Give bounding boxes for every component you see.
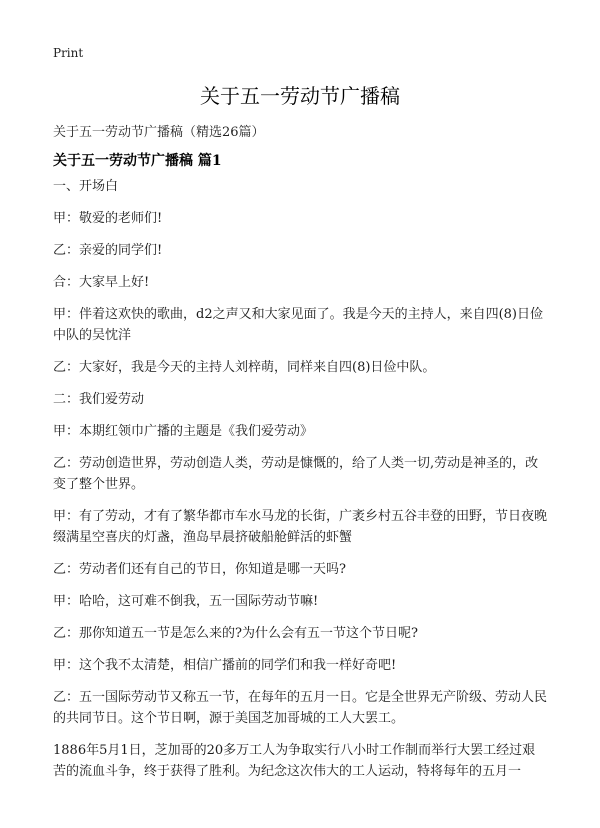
paragraph: 乙：劳动创造世界，劳动创造人类，劳动是慷慨的，给了人类一切,劳动是神圣的，改变了整个世界。 (53, 456, 539, 492)
paragraph: 乙：劳动者们还有自己的节日，你知道是哪一天吗? (53, 562, 346, 577)
paragraph: 一、开场白 (53, 179, 119, 194)
paragraph: 乙：那你知道五一节是怎么来的?为什么会有五一节这个节日呢? (53, 626, 418, 641)
paragraph: 乙：五一国际劳动节又称五一节，在每年的五月一日。它是全世界无产阶级、劳动人民的共同节日。这个节日啊，源于美国芝加哥城的工人大罢工。 (53, 690, 548, 726)
paragraph: 1886年5月1日，芝加哥的20多万工人为争取实行八小时工作制而举行大罢工经过艰苦的流血斗争，终于获得了胜利。为纪念这次伟大的工人运动，特将每年的五月一 (53, 743, 536, 779)
section-heading: 关于五一劳动节广播稿 篇1 (53, 153, 222, 169)
document-body (53, 176, 547, 793)
paragraph: 甲：伴着这欢快的歌曲，d2之声又和大家见面了。我是今天的主持人，来自四(8)日俭中队的吴忱洋 (53, 307, 544, 343)
paragraph: 甲：敬爱的老师们! (53, 211, 163, 226)
paragraph: 甲：本期红领巾广播的主题是《我们爱劳动》 (53, 424, 314, 439)
paragraph: 乙：大家好，我是今天的主持人刘梓萌，同样来自四(8)日俭中队。 (53, 360, 436, 375)
page-title: 关于五一劳动节广播稿 (200, 84, 400, 108)
paragraph: 合：大家早上好! (53, 275, 150, 290)
print-link[interactable]: Print (53, 46, 84, 60)
paragraph: 甲：这个我不太清楚，相信广播前的同学们和我一样好奇吧! (53, 658, 397, 673)
paragraph: 乙：亲爱的同学们! (53, 243, 163, 258)
paragraph: 二：我们爱劳动 (53, 392, 145, 407)
paragraph: 甲：有了劳动，才有了繁华都市车水马龙的长街，广袤乡村五谷丰登的田野，节日夜晚缀满星空喜庆的灯盏，渔岛早晨挤破船舱鲜活的虾蟹 (53, 509, 548, 545)
document-subtitle: 关于五一劳动节广播稿（精选26篇） (53, 125, 265, 140)
paragraph: 甲：哈哈，这可难不倒我，五一国际劳动节嘛! (53, 594, 319, 609)
